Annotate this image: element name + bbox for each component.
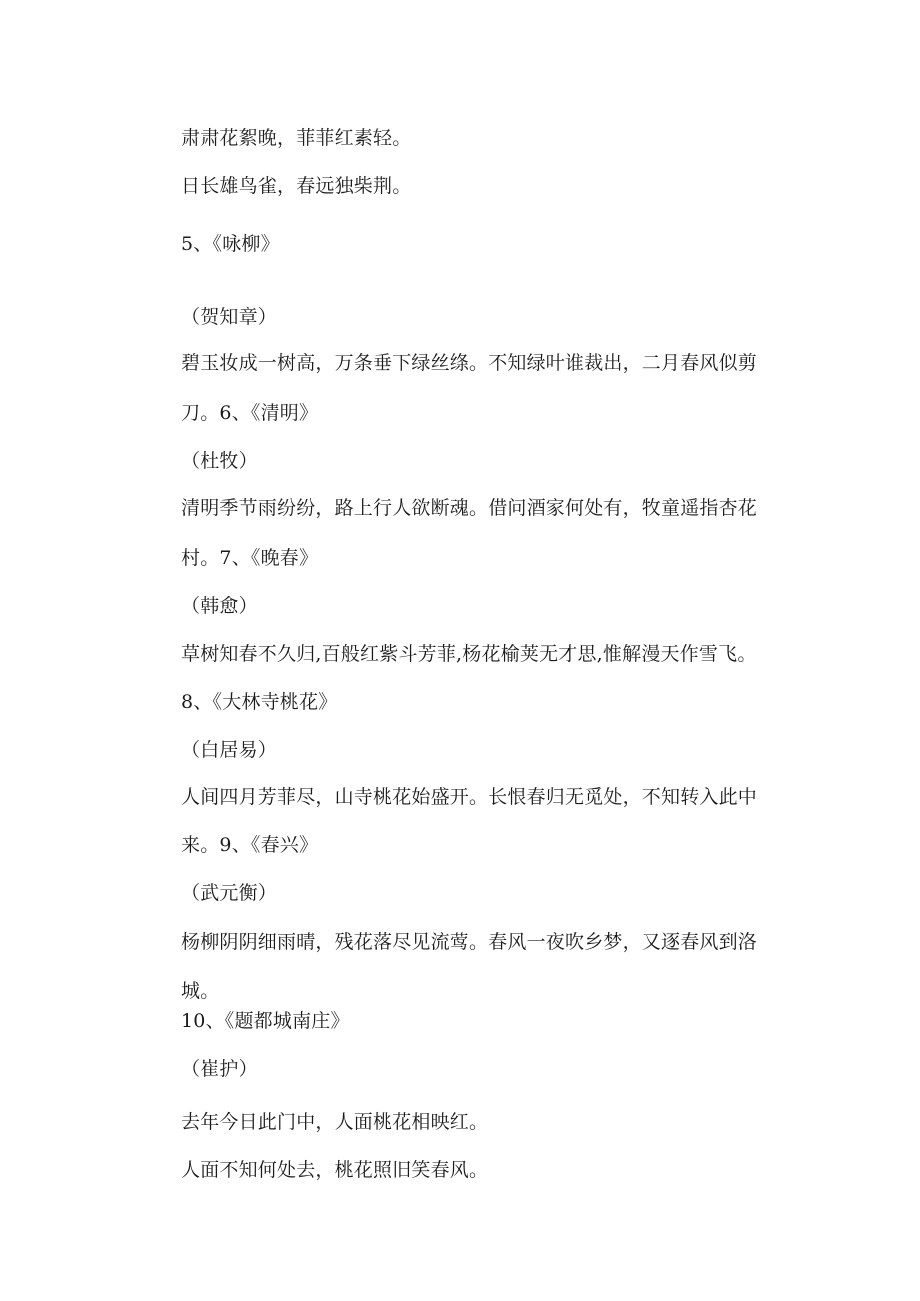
text-line: 肃肃花絮晚，菲菲红素轻。 <box>181 127 412 149</box>
poem-heading: 5、《咏柳》 <box>181 233 280 255</box>
poem-heading: 8、《大林寺桃花》 <box>181 691 338 713</box>
text-line: 去年今日此门中，人面桃花相映红。 <box>181 1111 489 1133</box>
poem-author: （崔护） <box>181 1058 258 1080</box>
text-line: 杨柳阴阴细雨晴，残花落尽见流莺。春风一夜吹乡梦，又逐春风到洛 <box>181 931 758 953</box>
poem-author: （杜牧） <box>181 450 258 472</box>
text-line: 草树知春不久归,百般红紫斗芳菲,杨花榆荚无才思,惟解漫天作雪飞。 <box>181 643 757 665</box>
poem-heading: 10、《题都城南庄》 <box>181 1010 350 1032</box>
poem-author: （韩愈） <box>181 595 258 617</box>
poem-author: （武元衡） <box>181 882 278 904</box>
text-line: 人面不知何处去，桃花照旧笑春风。 <box>181 1159 489 1181</box>
text-line: 城。 <box>181 980 220 1002</box>
text-line: 刀。6、《清明》 <box>181 402 319 424</box>
text-line: 日长雄鸟雀，春远独柴荆。 <box>181 175 412 197</box>
poem-author: （贺知章） <box>181 306 278 328</box>
text-line: 村。7、《晚春》 <box>181 547 319 569</box>
text-line: 来。9、《春兴》 <box>181 834 319 856</box>
text-line: 清明季节雨纷纷，路上行人欲断魂。借问酒家何处有，牧童遥指杏花 <box>181 497 758 519</box>
text-line: 人间四月芳菲尽，山寺桃花始盛开。长恨春归无觅处，不知转入此中 <box>181 786 758 808</box>
text-line: 碧玉妆成一树高，万条垂下绿丝绦。不知绿叶谁裁出，二月春风似剪 <box>181 352 758 374</box>
poem-author: （白居易） <box>181 739 278 761</box>
